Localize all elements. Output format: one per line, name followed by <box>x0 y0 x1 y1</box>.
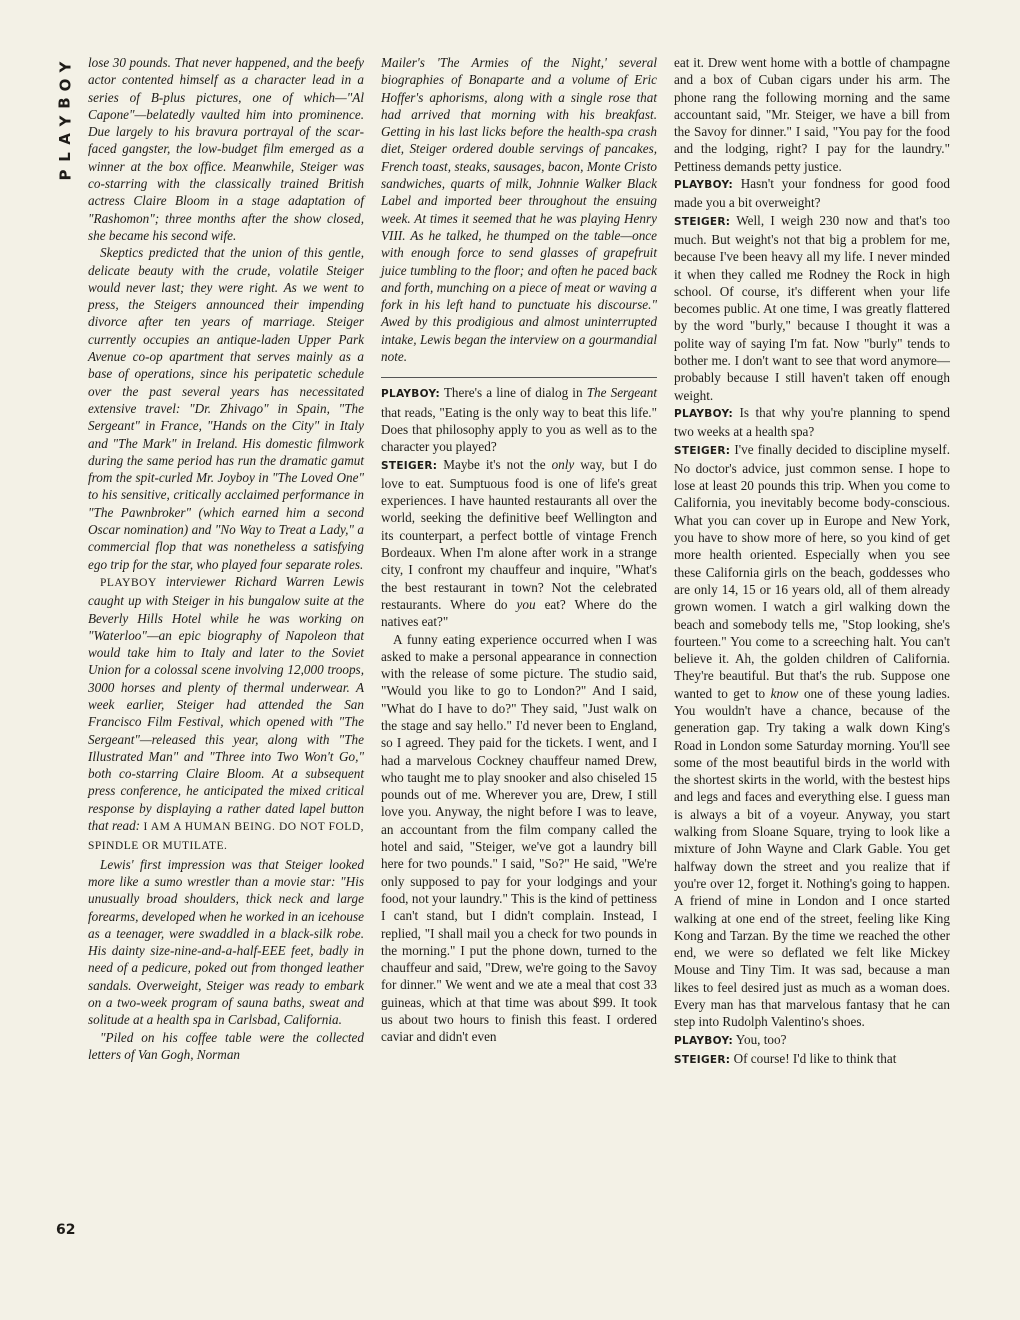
article-column-1 <box>88 54 364 1063</box>
interview-question <box>674 404 950 441</box>
emphasis: you <box>516 596 536 612</box>
paragraph-text: interviewer Richard Warren Lewis caught up with Steiger in his bungalow suite at the Beverly Hills Hotel while he was working on "Waterloo"—an epic biography of Napoleon that would take him to Italy and later to the Soviet Union for a colossal scene involving 12,000 troops, 3000 horses and plenty of thermal underwear. A week earlier, Steiger had attended the San Francisco Film Festival, which opened with "The Sergeant"—released this year, along with "The Illustrated Man" and "Three into Two Won't Go," both co-starring Claire Bloom. At a subsequent press conference, he anticipated the mixed critical response by displaying a rather dated lapel button that read: <box>88 573 364 834</box>
paragraph-text: Of course! I'd like to think that <box>730 1050 897 1066</box>
speaker-label: STEIGER: <box>674 444 731 457</box>
masthead-letter: O <box>55 78 74 92</box>
playboy-smallcaps: PLAYBOY <box>100 576 157 589</box>
interview-answer <box>674 212 950 404</box>
masthead-letter: L <box>56 152 74 162</box>
emphasis: only <box>551 456 575 472</box>
speaker-label: STEIGER: <box>674 1053 731 1066</box>
paragraph-text: way, but I do love to eat. Sumptuous food is one of life's great experiences. I have haunted restaurants all over the world, seeking the definitive beef Wellington and its counterpart, a perfect bottle of vintage French Bordeaux. When I'm alone after work in a strange city, I confront my chauffeur and inquire, "What's the best restaurant in town? Not the celebrated restaurants. Where do <box>381 456 658 612</box>
paragraph-text: Hasn't your fondness for good food made you a bit overweight? <box>674 176 950 211</box>
speaker-label: PLAYBOY: <box>674 407 733 420</box>
paragraph-text: eat? Where do the natives eat?" <box>381 596 657 630</box>
paragraph-text: Maybe it's not the <box>437 456 552 472</box>
masthead-letter: Y <box>56 115 74 127</box>
interview-question <box>381 384 657 455</box>
interview-answer-continued: eat it. Drew went home with a bottle of champagne and a box of Cuban cigars under his arm. The phone rang the following morning and the same accountant said, "Mr. Steiger, we have a bill from the Savoy for dinner." I said, "You pay for the food and the lodging, right? I pay for the laundry." Pettiness demands petty justice. <box>674 55 950 174</box>
intro-paragraph: Lewis' first impression was that Steiger looked more like a sumo wrestler than a movie star: "His unusually broad shoulders, thick neck and large forearms, developed when he worked in an icehouse as a teenager, were swaddled in a black-silk robe. His dainty size-nine-and-a-half-EEE feet, badly in need of a pedicure, poked out from thonged leather sandals. Overweight, Steiger was ready to embark on a two-week program of sauna baths, sweat and solitude at a health spa in Carlsbad, California. <box>88 856 364 1028</box>
masthead-letter: A <box>55 133 74 145</box>
intro-paragraph <box>88 573 364 856</box>
emphasis: know <box>770 685 799 701</box>
speaker-label: PLAYBOY: <box>674 179 733 192</box>
paragraph-text: There's a line of dialog in <box>439 385 587 401</box>
interview-answer-continued: A funny eating experience occurred when I was asked to make a personal appearance in connection with the release of some picture. The studio said, "Would you like to go to London?" And I said, "What do I have to do?" They said, "Just walk on the stage and say hello." I'd never been to England, so I agreed. They paid for the tickets. I went, and I had a marvelous Cockney chauffeur named Drew, who taught me to play snooker and also chiseled 15 pounds out of me. Wherever you are, Drew, I still love you. Anyway, the night before I was to leave, an accountant from the film company called the hotel and said, "Steiger, we've got a laundry bill here for two pounds." I said, "So?" He said, "We're only supposed to pay for your lodgings and your food, not your laundry." This is the kind of pettiness I can't stand, but I didn't complain. Instead, I replied, "I shall mail you a check for two pounds in the morning." I put the phone down, turned to the chauffeur and said, "Drew, we're going to the Savoy for dinner." We went and we ate a meal that cost 33 guineas, which at that time was about $99. It took us about two hours to finish this feast. I ordered caviar and didn't even <box>381 631 657 1045</box>
film-title: The Sergeant <box>586 385 657 401</box>
intro-paragraph: "Piled on his coffee table were the collected letters of Van Gogh, Norman <box>88 1029 364 1062</box>
paragraph-text: one of these young ladies. You wouldn't have a chance, because of the generation gap. Try taking a walk down King's Road in London some Saturday morning. You'll see some of the most beautiful birds in the world with the shortest skirts in the world, with the bestest hips and legs and faces and everything else. I guess man is always a bit of a voyeur. Anyway, you start walking from Sloane Square, trying to look like a mixture of John Wayne and Clark Gable. You get halfway down the street and you realize that if you're over 12, forget it. Nothing's going to happen. A friend of mine in London and I once started walking at one end of the street, feeling like King Kong and Tarzan. By the time we reached the other end, we were so deflated we felt like Mickey Mouse and Tiny Tim. It was sad, because a man likes to feel desired just as much as a woman does. Every man has that marvelous fantasy that he can step into Rudolph Valentino's shoes. <box>674 685 950 1030</box>
interview-question <box>674 175 950 212</box>
speaker-label: PLAYBOY: <box>674 1034 733 1047</box>
masthead-letter: P <box>56 169 74 181</box>
intro-paragraph: lose 30 pounds. That never happened, and the beefy actor contented himself as a character lead in a series of B-plus pictures, one of which—"Al Capone"—belatedly vaulted him into prominence. Due largely to his bravura portrayal of the scar-faced gangster, the low-budget film emerged as a winner at the box office. Meanwhile, Steiger was co-starring with the classically trained British actress Claire Bloom in a stage adaptation of "Rashomon"; three months after the show closed, she became his second wife. <box>88 55 364 243</box>
masthead-playboy <box>54 58 76 184</box>
section-divider <box>381 377 657 378</box>
masthead-letter: Y <box>56 61 74 73</box>
paragraph-text: that reads, "Eating is the only way to beat this life." Does that philosophy apply to you as well as to the character you played? <box>381 404 657 455</box>
intro-paragraph: Skeptics predicted that the union of this gentle, delicate beauty with the crude, volatile Steiger would never last; they were right. As we went to press, the Steigers announced their impending divorce after ten years of marriage. Steiger currently occupies an antique-laden Upper Park Avenue co-op apartment that serves mainly as a base of operations, since his peripatetic schedule over the past several years has necessitated extensive travel: "Dr. Zhivago" in Spain, "The Sergeant" in France, "Hands on the City" in Italy and "The Mark" in Ireland. His domestic filmwork during the same period has run the dramatic gamut from the spit-curled Mr. Joyboy in "The Loved One" to his sensitive, critically acclaimed performance in "The Pawnbroker" (which earned him a second Oscar nomination) and "No Way to Treat a Lady," a commercial flop that was nonetheless a satisfying ego trip for the star, who played four separate roles. <box>88 245 364 572</box>
masthead-letter: B <box>56 97 74 109</box>
speaker-label: STEIGER: <box>674 215 731 228</box>
paragraph-text: You, too? <box>732 1031 787 1047</box>
article-column-3 <box>674 54 950 1069</box>
interview-question <box>674 1031 950 1050</box>
paragraph-text: I've finally decided to discipline myself. No doctor's advice, just common sense. I hope to lose at least 20 pounds this trip. When you come to California, you inevitably become body-conscious. What you can cover up in Europe and New York, you have to show more of here, so you kind of get more health oriented. Especially when you see these California girls on the beach, goddesses who are only 14, 15 or 16 years old, all of them already grown women. I watch a girl walking down the beach and somebody tells me, "Stop looking, she's fourteen." You come to a screeching halt. You can't believe it. Ah, the golden children of California. They're beautiful. But that's the rub. Suppose one wanted to get to <box>674 441 950 701</box>
paragraph-text: Well, I weigh 230 now and that's too much. But weight's not that big a problem for me, because I've been heavy all my life. I never minded it when they called me Rodney the Rock in high school. Of course, it's different when your life becomes public. At one time, I was greatly flattered by the word "burly," because I thought it was a polite way of saying I'm fat. Now "burly" tends to bother me. I don't want to see that word anymore—probably because I still haven't taken off enough weight. <box>674 212 950 403</box>
speaker-label: STEIGER: <box>381 459 438 472</box>
lapel-button-text: I AM A HUMAN BEING. DO NOT FOLD, SPINDLE OR MUTILATE. <box>88 821 364 853</box>
interview-answer <box>674 1050 950 1069</box>
interview-answer <box>381 456 657 631</box>
intro-paragraph: Mailer's 'The Armies of the Night,' several biographies of Bonaparte and a volume of Eric Hoffer's aphorisms, along with a single rose that had arrived that morning with his breakfast. Getting in his last licks before the health-spa crash diet, Steiger ordered double servings of pancakes, French toast, steaks, sausages, bacon, Monte Cristo sandwiches, quarts of milk, Johnnie Walker Black Label and imported beer throughout the ensuing week. At times it seemed that he was playing Henry VIII. As he talked, he thumped on the table—once with enough force to send glasses of grapefruit juice tumbling to the floor; and often he paced back and forth, munching on a piece of meat or waving a fork in his left hand to punctuate his discourse." Awed by this prodigious and almost uninterrupted intake, Lewis began the interview on a gourmandial note. <box>381 55 657 365</box>
speaker-label: PLAYBOY: <box>381 388 440 401</box>
page-number: 62 <box>56 1222 76 1238</box>
paragraph-text: Is that why you're planning to spend two weeks at a health spa? <box>674 404 950 440</box>
article-column-2 <box>381 54 657 1046</box>
interview-answer <box>674 441 950 1031</box>
